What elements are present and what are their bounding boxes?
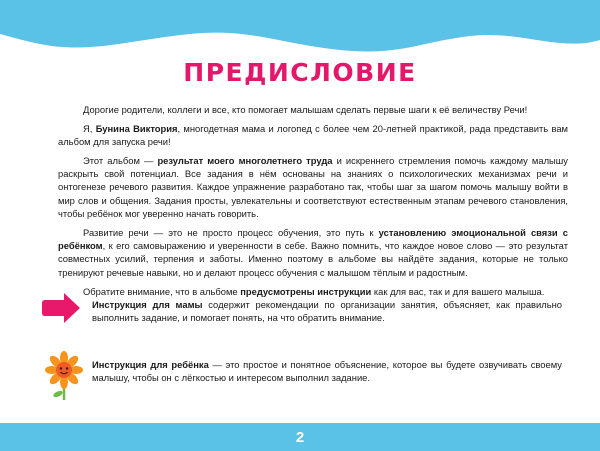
- paragraph-greeting: Дорогие родители, коллеги и все, кто помогает малышам сделать первые шаги к её величеству Речи!: [83, 104, 528, 115]
- paragraph-about-album: Этот альбом — результат моего многолетнего труда и искреннего стремления помочь каждому малышу раскрыть свой потенциал. Все задания в нём основаны на знаниях о психологических механизмах речи и онтогенезе речевого развития. Каждое упражнение разработано так, чтобы шаг за шагом помочь малышу войти в мир слов и общения. Задания просты, увлекательны и соответствуют естественным этапам речевого становления, чтобы ребёнок мог уверенно начать говорить.: [58, 154, 568, 220]
- child-instruction-label: Инструкция для ребёнка: [92, 359, 209, 370]
- paragraph-instructions: Обратите внимание, что в альбоме предусмотрены инструкции как для вас, так и для вашего малыша.: [83, 285, 545, 297]
- child-instruction-note: Инструкция для ребёнка — это простое и понятное объяснение, которое вы будете озвучивать своему малышу, чтобы он с лёгкостью и интересом выполнил задание.: [42, 350, 562, 400]
- top-wave-decoration: [0, 0, 600, 60]
- mother-instruction-label: Инструкция для мамы: [92, 299, 203, 310]
- mother-instruction-note: Инструкция для мамы содержит рекомендации по организации занятия, объясняет, как правильно выполнить задание, и помогает понять, на что обратить внимание.: [42, 290, 562, 340]
- author-name: Бунина Виктория: [95, 122, 178, 134]
- arrow-icon: [42, 290, 82, 326]
- paragraph-speech-development: Развитие речи — это не просто процесс обучения, это путь к установлению эмоциональной связи с ребёнком, к его самовыражению и уверенности в себе. Важно помнить, что каждое новое слово — это результат совместных усилий, терпения и заботы. Именно поэтому в альбоме вы найдёте задания, которые не только тренируют речевые навыки, но и делают процесс обучения с малышом тёплым и радостным.: [58, 226, 569, 278]
- sunflower-icon: [42, 350, 86, 402]
- page-number: 2: [295, 429, 305, 446]
- intro-text: [58, 103, 568, 303]
- page-title: ПРЕДИСЛОВИЕ: [183, 58, 417, 87]
- paragraph-author: Я, Бунина Виктория, многодетная мама и логопед с более чем 20-летней практикой, рада представить вам альбом для запуска речи!: [58, 122, 568, 148]
